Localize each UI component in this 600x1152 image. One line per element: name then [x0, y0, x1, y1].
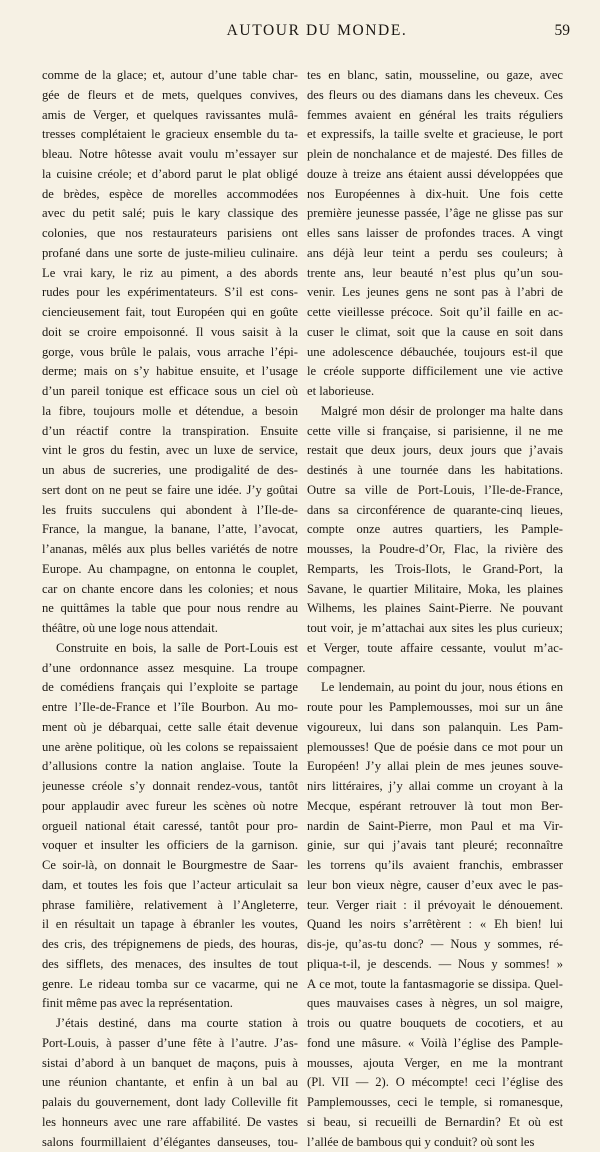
text-line: venir. Les jeunes gens ne sont pas à l’abri de [307, 283, 563, 303]
text-line: l’ananas, mêlés aux plus belles variétés de notre [42, 540, 298, 560]
text-line: ne quittâmes la table que pour nous rendre au [42, 599, 298, 619]
text-line: de brèdes, espèce de morelles accommodées [42, 185, 298, 205]
text-line: compagner. [307, 659, 563, 679]
text-line: Remparts, les Trois-Ilots, le Grand-Port, la [307, 560, 563, 580]
text-line: bleau. Notre hôtesse avait voulu m’essayer sur [42, 145, 298, 165]
text-line: J’étais destiné, dans ma courte station à [42, 1014, 298, 1034]
text-line: route pour les Pamplemousses, moi sur un âne [307, 698, 563, 718]
text-line: d’un pareil tonique est efficace sous un ciel où [42, 382, 298, 402]
text-line: la cuisine créole; et d’abord parut le plat obligé [42, 165, 298, 185]
text-line: nos Européennes à dix-huit. Une fois cette [307, 185, 563, 205]
text-line: jeunesse créole s’y donnait rendez-vous, tantôt [42, 777, 298, 797]
text-line: (Pl. VII — 2). O mécompte! ceci l’église des [307, 1073, 563, 1093]
text-line: tresses complétaient le gracieux ensemble du ta- [42, 125, 298, 145]
text-line: gorge, vous brûle le palais, vous arrache l’épi- [42, 343, 298, 363]
text-line: teur. Verger riait : il prévoyait le dénouement. [307, 896, 563, 916]
text-line: d’un réactif contre la transpiration. Ensuite [42, 422, 298, 442]
text-line: derme; mais on s’y habitue ensuite, et l’usage [42, 362, 298, 382]
text-line: pliqua-t-il, je descends. — Nous y sommes! » [307, 955, 563, 975]
text-line: palais du gouvernement, dont lady Colleville fit [42, 1093, 298, 1113]
text-line: Savane, le quartier Militaire, Moka, les plaines [307, 580, 563, 600]
text-line: entre l’Ile-de-France et l’île Bourbon. Au mo- [42, 698, 298, 718]
text-line: sert dont on ne peut se faire une idée. J’y goûtai [42, 481, 298, 501]
text-line: Europe. Au champagne, on entonna le couplet, [42, 560, 298, 580]
text-line: la fibre, toujours molle et détendue, a besoin [42, 402, 298, 422]
text-line: pour applaudir avec fureur les scènes où notre [42, 797, 298, 817]
text-line: une adolescence débauchée, toujours est-il que [307, 343, 563, 363]
text-line: des fleurs ou des diamans dans les cheveux. Ces [307, 86, 563, 106]
text-line: tes en blanc, satin, mousseline, ou gaze, avec [307, 66, 563, 86]
text-line: et Verger, toute affaire cessante, voulut m’ac- [307, 639, 563, 659]
text-line: douze à treize ans étaient aussi développées que [307, 165, 563, 185]
text-line: d’allusions contre la nation anglaise. Toute la [42, 757, 298, 777]
text-line: dans sa circonférence de quarante-cinq lieues, [307, 501, 563, 521]
text-line: les torrens qu’ils avaient franchis, embrasser [307, 856, 563, 876]
text-line: salons fourmillaient d’élégantes danseuses, tou- [42, 1133, 298, 1152]
text-line: France, la mangue, la banane, l’atte, l’avocat, [42, 520, 298, 540]
text-line: ques mauvaises cases à nègres, un sol maigre, [307, 994, 563, 1014]
text-line: et expressifs, la taille svelte et gracieuse, le port [307, 125, 563, 145]
text-line: gée de fleurs et de mets, quelques convives, [42, 86, 298, 106]
text-line: doit se croire empoisonné. Il vous saisit à la [42, 323, 298, 343]
text-line: une réunion chantante, et enfin à un bal au [42, 1073, 298, 1093]
text-line: voquer et insulter les officiers de la garnison. [42, 836, 298, 856]
text-line: Pamplemousses, ceci le temple, si romanesque, [307, 1093, 563, 1113]
left-text-column [42, 66, 298, 1152]
text-line: restait que deux jours, deux jours que j’avais [307, 441, 563, 461]
text-line: d’une ordonnance assez mesquine. La troupe [42, 659, 298, 679]
running-head [62, 22, 572, 44]
text-line: cette ville si française, si parisienne, il ne me [307, 422, 563, 442]
running-title: AUTOUR DU MONDE. [62, 22, 572, 40]
text-line: et laborieuse. [307, 382, 563, 402]
text-line: Wilhems, les plaines Saint-Pierre. Ne pouvant [307, 599, 563, 619]
text-line: Mecque, espérant retrouver là tout mon Ber- [307, 797, 563, 817]
text-line: l’allée de bambous qui y conduit? où sont les [307, 1133, 563, 1152]
text-line: dis-je, qu’as-tu donc? — Nous y sommes, ré- [307, 935, 563, 955]
text-line: de comédiens français qui l’exploite se partage [42, 678, 298, 698]
text-line: car on chante encore dans les colonies; et nous [42, 580, 298, 600]
text-line: trente ans, leur beauté n’est plus qu’un sou- [307, 264, 563, 284]
text-line: Malgré mon désir de prolonger ma halte dans [307, 402, 563, 422]
text-line: ciencieusement fait, tout Européen qui en goûte [42, 303, 298, 323]
text-line: Ce soir-là, on donnait le Bourgmestre de Saar- [42, 856, 298, 876]
text-line: Quand les noirs s’arrêtèrent : « Eh bien! lui [307, 915, 563, 935]
text-line: plemousses! Que de poésie dans ce mot pour un [307, 738, 563, 758]
text-line: première jeunesse passée, l’âge ne glisse pas sur [307, 204, 563, 224]
text-line: mousses, la Poudre-d’Or, Flac, la rivière des [307, 540, 563, 560]
text-line: avec du petit salé; puis le kary classique des [42, 204, 298, 224]
text-line: des sifflets, des menaces, des insultes de tout [42, 955, 298, 975]
text-line: orgueil national était caressé, tantôt pour pro- [42, 817, 298, 837]
text-line: Européen! J’y allai plein de mes jeunes souve- [307, 757, 563, 777]
text-line: un abus de sucreries, une prodigalité de des- [42, 461, 298, 481]
text-line: tout voir, je m’attachai aux sites les plus curieux; [307, 619, 563, 639]
text-line: phrase familière, relativement à l’Angleterre, [42, 896, 298, 916]
text-line: les fruits succulens qui abondent à l’Ile-de- [42, 501, 298, 521]
text-line: ginie, sur qui j’avais tant pleuré; reconnaître [307, 836, 563, 856]
text-line: une arène politique, où les colons se repaissaient [42, 738, 298, 758]
text-line: finit même pas avec la représentation. [42, 994, 298, 1014]
text-line: ans déjà leur teint a perdu ses couleurs; à [307, 244, 563, 264]
text-line: compte onze autres quartiers, les Pample- [307, 520, 563, 540]
text-line: théâtre, où une loge nous attendait. [42, 619, 298, 639]
text-line: femmes avaient en général les traits réguliers [307, 106, 563, 126]
text-line: leur bon vieux nègre, causer d’eux avec le pas- [307, 876, 563, 896]
text-line: genre. Le rideau tomba sur ce vacarme, qui ne [42, 975, 298, 995]
text-line: vigoureux, lui dans son palanquin. Les Pam- [307, 718, 563, 738]
text-line: A ce mot, toute la fantasmagorie se dissipa. Quel- [307, 975, 563, 995]
text-line: trois ou quatre bouquets de cocotiers, et au [307, 1014, 563, 1034]
text-line: des cris, des trépignemens de pieds, des houras, [42, 935, 298, 955]
text-line: elles sans laisser de profondes traces. A vingt [307, 224, 563, 244]
text-line: profané dans une sorte de juste-milieu culinaire. [42, 244, 298, 264]
text-line: Le lendemain, au point du jour, nous étions en [307, 678, 563, 698]
page-number: 59 [555, 22, 571, 40]
text-line: colonies, que nos restaurateurs parisiens ont [42, 224, 298, 244]
text-line: cuser le climat, soit que la cause en soit dans [307, 323, 563, 343]
text-line: nardin de Saint-Pierre, mon Paul et ma Vir- [307, 817, 563, 837]
text-line: rudes pour les expérimentateurs. S’il est cons- [42, 283, 298, 303]
text-line: amis de Verger, et quelques ravissantes mulâ- [42, 106, 298, 126]
text-line: sistai d’abord à un banquet de maçons, puis à [42, 1054, 298, 1074]
text-line: les honneurs avec une rare affabilité. De vastes [42, 1113, 298, 1133]
text-line: mousses, ajouta Verger, en me la montrant [307, 1054, 563, 1074]
text-line: fond une mâsure. « Voilà l’église des Pample- [307, 1034, 563, 1054]
text-line: si beau, si recueilli de Bernardin? Et où est [307, 1113, 563, 1133]
text-line: ment où je débarquai, cette salle était devenue [42, 718, 298, 738]
right-text-column [307, 66, 563, 1152]
text-line: Construite en bois, la salle de Port-Louis est [42, 639, 298, 659]
text-line: nirs littéraires, j’y allai comme un croyant à la [307, 777, 563, 797]
text-line: dam, et toutes les fois que l’acteur articulait sa [42, 876, 298, 896]
text-line: Port-Louis, à passer d’une fête à l’autre. J’as- [42, 1034, 298, 1054]
text-line: comme de la glace; et, autour d’une table char- [42, 66, 298, 86]
text-line: vint le gros du festin, avec un luxe de service, [42, 441, 298, 461]
text-line: il en résultait un tapage à ébranler les voutes, [42, 915, 298, 935]
text-line: destinés à une tournée dans les habitations. [307, 461, 563, 481]
text-line: plein de nonchalance et de majesté. Des filles de [307, 145, 563, 165]
text-line: le créole supporte difficilement une vie active [307, 362, 563, 382]
text-line: Outre sa ville de Port-Louis, l’Ile-de-France, [307, 481, 563, 501]
text-line: Le vrai kary, le riz au piment, a des abords [42, 264, 298, 284]
text-line: cette vieillesse précoce. Soit qu’il faille en ac- [307, 303, 563, 323]
